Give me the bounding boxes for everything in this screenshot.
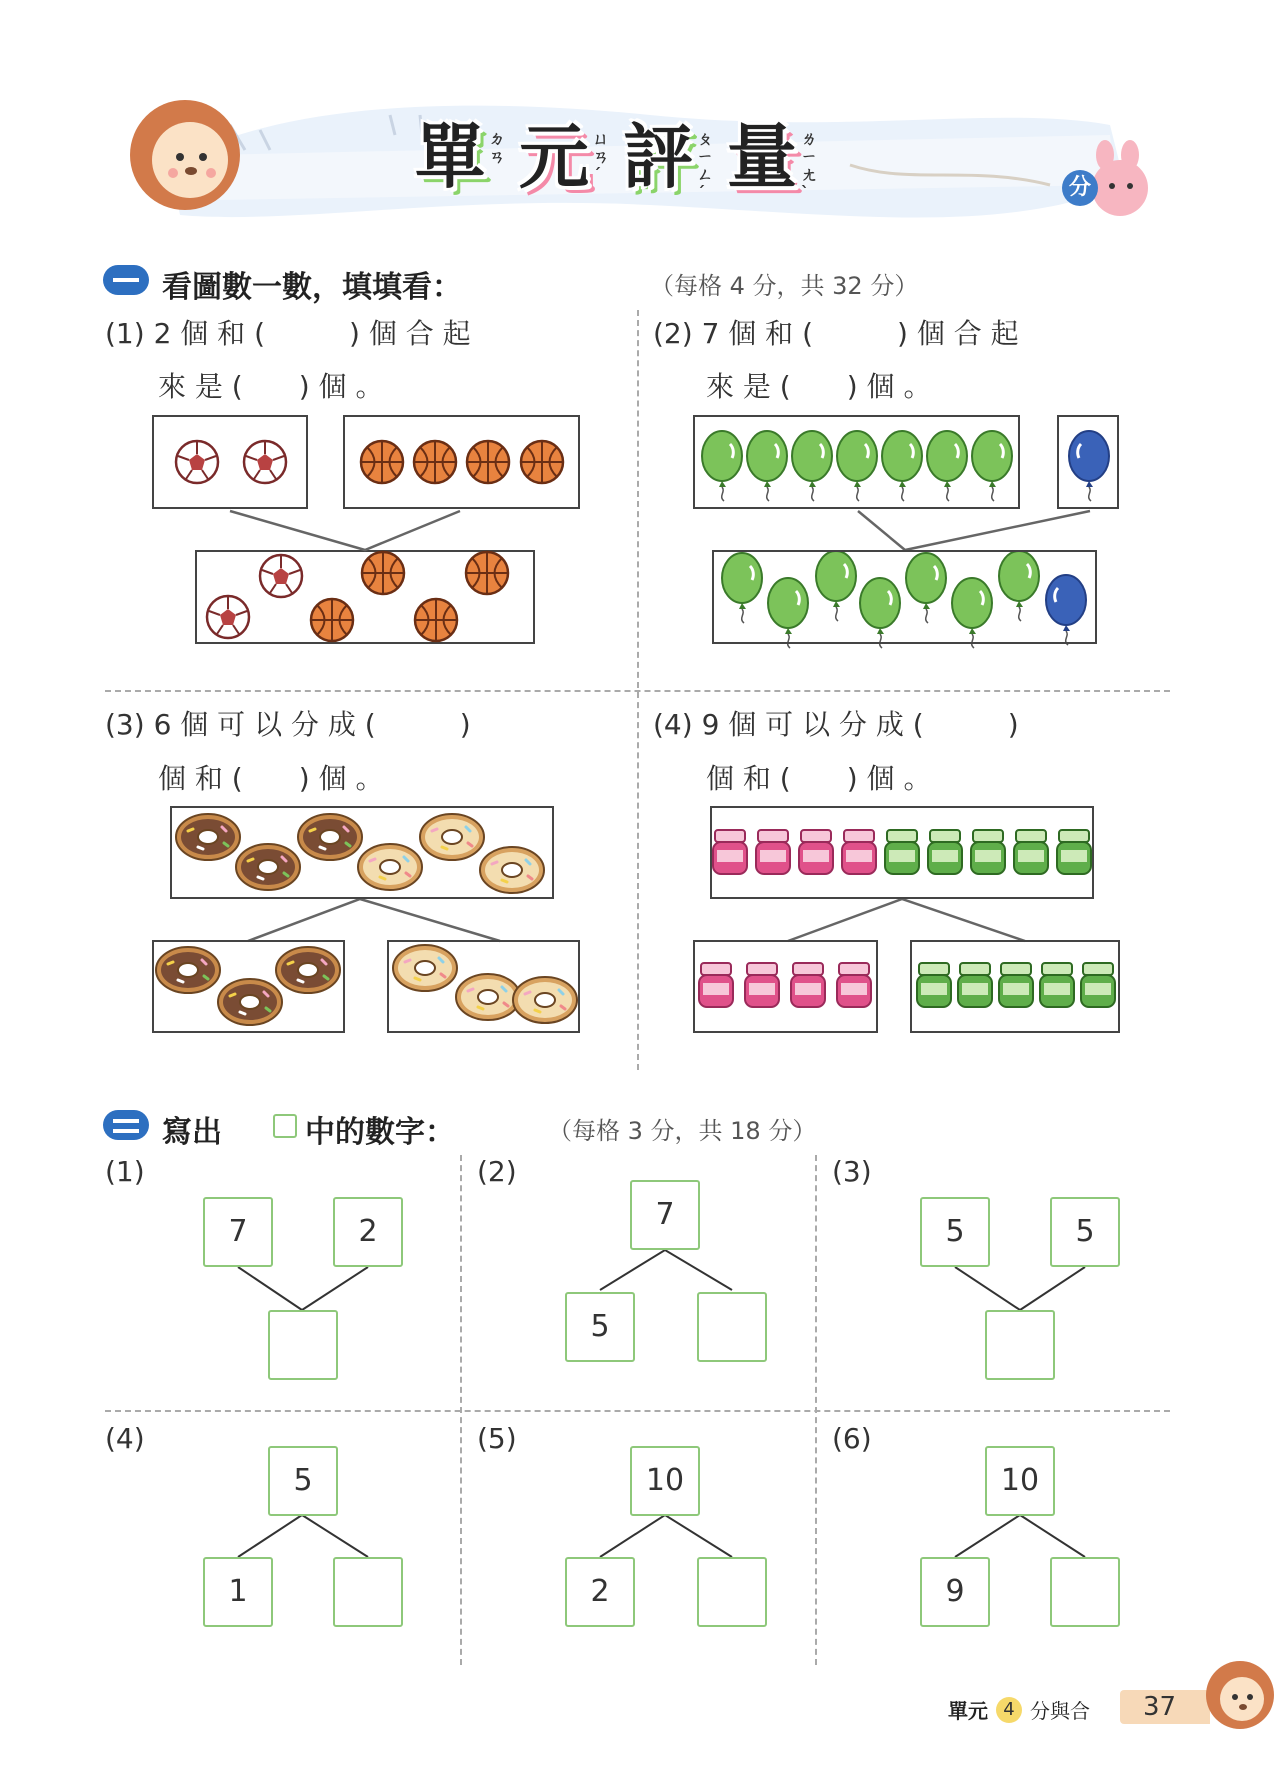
- footer-unit-number: 4: [996, 1697, 1022, 1723]
- q2-line2: 來 是 ( ) 個 。: [706, 370, 932, 403]
- p4-box-left: 1: [203, 1557, 273, 1627]
- p5-box-top: 10: [630, 1446, 700, 1516]
- p4-box-top: 5: [268, 1446, 338, 1516]
- p2-answer-box[interactable]: [697, 1292, 767, 1362]
- footer-unit-title: 分與合: [1030, 1699, 1090, 1723]
- title-bopomofo-3: ㄆㄧㄥˊ: [697, 129, 714, 202]
- section-2-heading-post: 中的數字：: [305, 1115, 455, 1150]
- p6-label: (6): [832, 1422, 872, 1455]
- q4-line2: 個 和 ( ) 個 。: [706, 762, 932, 795]
- p3-box-a: 5: [920, 1197, 990, 1267]
- title-bopomofo-4: ㄌㄧㄤˋ: [801, 129, 818, 202]
- footer-unit: [948, 1695, 1090, 1724]
- p5-label: (5): [477, 1422, 517, 1455]
- section-2-score-note: （每格 3 分，共 18 分）: [548, 1117, 817, 1145]
- p5-box-left: 2: [565, 1557, 635, 1627]
- score-badge: 分: [1062, 170, 1098, 206]
- p1-box-a: 7: [203, 1197, 273, 1267]
- p4-answer-box[interactable]: [333, 1557, 403, 1627]
- q3-line2: 個 和 ( ) 個 。: [158, 762, 384, 795]
- q3-line1: (3) 6 個 可 以 分 成 ( ): [105, 708, 471, 741]
- title-char-4: 量: [727, 116, 797, 198]
- section-1-heading: 看圖數一數，填填看：: [162, 270, 462, 305]
- title-char-3: 評: [623, 116, 693, 198]
- p2-box-top: 7: [630, 1180, 700, 1250]
- p6-box-top: 10: [985, 1446, 1055, 1516]
- q2-line1: (2) 7 個 和 ( ) 個 合 起: [653, 317, 1019, 350]
- page-number: 37: [1143, 1692, 1177, 1722]
- p1-answer-box[interactable]: [268, 1310, 338, 1380]
- title-char-1: 單: [415, 116, 485, 198]
- p3-label: (3): [832, 1155, 872, 1188]
- q1-line2: 來 是 ( ) 個 。: [158, 370, 384, 403]
- section-2-heading-pre: 寫出: [162, 1115, 222, 1150]
- section-1-score-note: （每格 4 分，共 32 分）: [650, 272, 919, 300]
- p5-answer-box[interactable]: [697, 1557, 767, 1627]
- p1-label: (1): [105, 1155, 145, 1188]
- p3-answer-box[interactable]: [985, 1310, 1055, 1380]
- q4-line1: (4) 9 個 可 以 分 成 ( ): [653, 708, 1019, 741]
- title-bopomofo-2: ㄩㄢˊ: [593, 129, 610, 184]
- footer-unit-label: 單元: [948, 1699, 988, 1723]
- p2-label: (2): [477, 1155, 517, 1188]
- p6-box-left: 9: [920, 1557, 990, 1627]
- p6-answer-box[interactable]: [1050, 1557, 1120, 1627]
- p2-box-left: 5: [565, 1292, 635, 1362]
- title-bopomofo-1: ㄉㄢ: [489, 129, 506, 166]
- p1-box-b: 2: [333, 1197, 403, 1267]
- q1-line1: (1) 2 個 和 ( ) 個 合 起: [105, 317, 471, 350]
- title-char-2: 元: [519, 116, 589, 198]
- lion-footer-icon: [1200, 1655, 1276, 1745]
- p4-label: (4): [105, 1422, 145, 1455]
- p3-box-b: 5: [1050, 1197, 1120, 1267]
